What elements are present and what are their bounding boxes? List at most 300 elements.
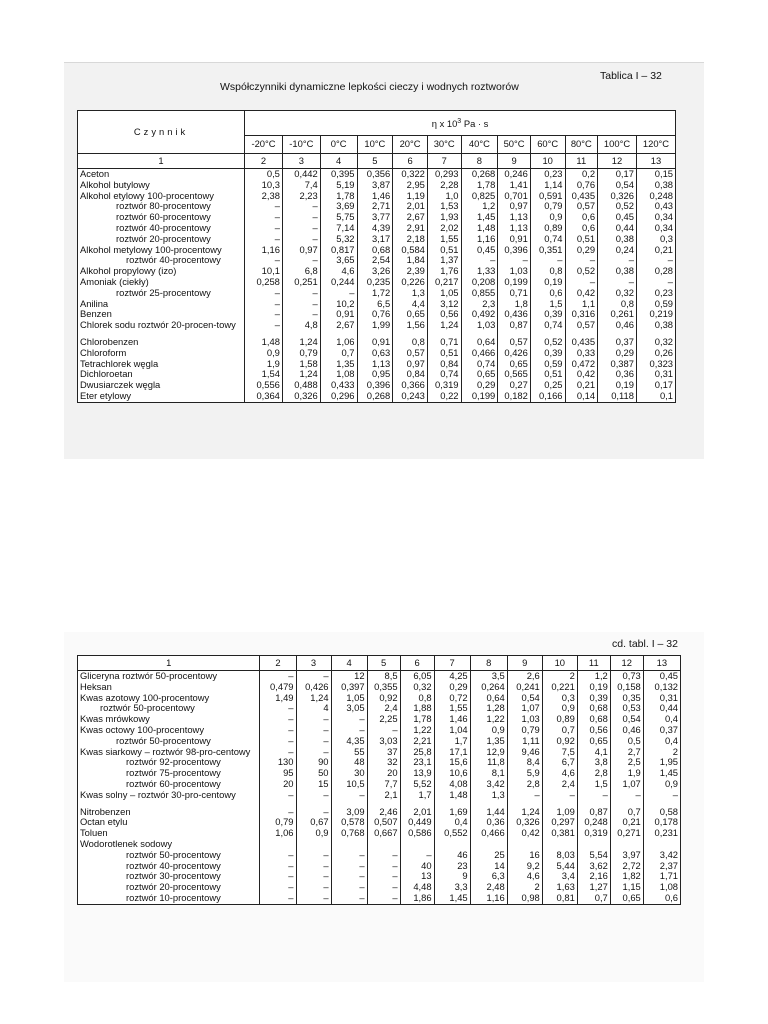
substance-name: Tetrachlorek węgla [78,359,245,370]
column-number: 10 [530,154,565,169]
temperature-header: 60°C [530,136,565,154]
viscosity-value: 0,364 [245,391,283,402]
viscosity-value: – [331,861,367,872]
viscosity-value: 0,479 [260,682,296,693]
viscosity-value: 2,1 [367,790,400,801]
viscosity-value: – [260,871,296,882]
viscosity-value: 0,42 [565,288,598,299]
viscosity-value: 0,433 [320,380,357,391]
viscosity-value: 0,556 [245,380,283,391]
viscosity-value: 0,32 [598,288,637,299]
viscosity-value: 1,33 [461,266,498,277]
viscosity-value: 3,42 [470,779,507,790]
viscosity-value: – [260,736,296,747]
table-row [78,255,676,266]
column-number: 13 [636,154,675,169]
viscosity-value: 0,326 [282,391,320,402]
viscosity-value: – [296,850,331,861]
viscosity-value: 0,95 [357,369,393,380]
viscosity-value: 1,1 [565,299,598,310]
viscosity-value: 4,4 [393,299,428,310]
viscosity-value: 0,38 [636,180,675,191]
viscosity-value [434,839,470,850]
viscosity-value: 32 [367,757,400,768]
viscosity-value: 0,79 [507,725,542,736]
substance-name: roztwór 50-procentowy [78,703,260,714]
viscosity-value [260,839,296,850]
column-number: 2 [260,656,296,671]
viscosity-value: 1,86 [400,893,434,904]
viscosity-value: – [260,703,296,714]
table-row [78,779,681,790]
viscosity-value: – [542,790,577,801]
viscosity-value: 2,8 [577,768,610,779]
viscosity-value: 0,27 [498,380,531,391]
viscosity-value: 0,32 [636,337,675,348]
viscosity-value: 1,88 [400,703,434,714]
substance-name: roztwór 40-procentowy [78,255,245,266]
viscosity-value: 25 [470,850,507,861]
viscosity-value: – [367,871,400,882]
viscosity-value: 1,0 [427,191,461,202]
substance-name: Chlorek sodu roztwór 20-procen-towy [78,320,245,331]
viscosity-value: 1,09 [542,807,577,818]
viscosity-value: 1,5 [530,299,565,310]
viscosity-value: 0,166 [530,391,565,402]
substance-name: roztwór 75-procentowy [78,768,260,779]
substance-name: Kwas azotowy 100-procentowy [78,693,260,704]
column-number: 5 [367,656,400,671]
viscosity-value: 0,855 [461,288,498,299]
viscosity-value: 14 [470,861,507,872]
viscosity-value: 0,395 [320,169,357,180]
viscosity-value: – [296,736,331,747]
viscosity-value: 0,81 [542,893,577,904]
viscosity-value: – [245,201,283,212]
viscosity-value: 1,49 [260,693,296,704]
table-row [78,714,681,725]
viscosity-value: – [245,309,283,320]
viscosity-value: – [296,871,331,882]
viscosity-value: 1,48 [461,223,498,234]
viscosity-value: 0,15 [636,169,675,180]
viscosity-value: 0,466 [461,348,498,359]
substance-name: Kwas siarkowy – roztwór 98-pro-centowy [78,747,260,758]
viscosity-value: 15 [296,779,331,790]
viscosity-value: – [530,255,565,266]
viscosity-value: 3,03 [367,736,400,747]
viscosity-value: 3,5 [470,671,507,682]
viscosity-value: 0,6 [530,288,565,299]
table-row [78,736,681,747]
viscosity-value: – [331,882,367,893]
viscosity-value: 0,251 [282,277,320,288]
viscosity-value: 1,03 [507,714,542,725]
viscosity-value: 9,46 [507,747,542,758]
viscosity-value: 0,91 [357,337,393,348]
viscosity-value: 1,14 [530,180,565,191]
viscosity-value: 0,52 [530,337,565,348]
viscosity-value: 1,9 [610,768,643,779]
viscosity-value: 1,27 [577,882,610,893]
substance-name: Alkohol propylowy (izo) [78,266,245,277]
viscosity-value: – [260,861,296,872]
viscosity-value: 0,31 [636,369,675,380]
viscosity-value: 1,24 [282,337,320,348]
viscosity-value: 1,95 [643,757,680,768]
viscosity-value: 0,29 [598,348,637,359]
viscosity-value: 1,55 [434,703,470,714]
viscosity-value: 55 [331,747,367,758]
viscosity-value [367,839,400,850]
viscosity-value: 0,426 [296,682,331,693]
viscosity-value: – [565,255,598,266]
viscosity-value: 0,65 [393,309,428,320]
viscosity-value: 0,323 [636,359,675,370]
viscosity-value: 2,71 [357,201,393,212]
viscosity-value: 3,62 [577,861,610,872]
viscosity-value: 0,21 [610,817,643,828]
viscosity-value: 4,39 [357,223,393,234]
table-row [78,180,676,191]
viscosity-value: 2,91 [393,223,428,234]
column-number: 10 [542,656,577,671]
viscosity-value: 1,71 [643,871,680,882]
table-row [78,380,676,391]
viscosity-value: 1,2 [577,671,610,682]
table-row [78,768,681,779]
table-row [78,223,676,234]
substance-name: roztwór 50-procentowy [78,736,260,747]
viscosity-value: 0,8 [530,266,565,277]
viscosity-value: 0,19 [530,277,565,288]
viscosity-value: 0,63 [357,348,393,359]
viscosity-value: – [320,288,357,299]
substance-name: roztwór 40-procentowy [78,223,245,234]
viscosity-value: 0,42 [565,369,598,380]
viscosity-value: 10,3 [245,180,283,191]
viscosity-value: 0,6 [643,893,680,904]
viscosity-value: 5,19 [320,180,357,191]
table-row [78,682,681,693]
viscosity-value: 0,326 [598,191,637,202]
viscosity-value: 2,39 [393,266,428,277]
viscosity-value: 0,57 [565,201,598,212]
viscosity-value: 0,17 [636,380,675,391]
viscosity-value: – [282,255,320,266]
viscosity-value: 1,78 [320,191,357,202]
viscosity-value: 0,51 [530,369,565,380]
viscosity-value: 3,4 [542,871,577,882]
substance-name: roztwór 60-procentowy [78,779,260,790]
viscosity-value: 0,79 [282,348,320,359]
viscosity-value: 0,87 [577,807,610,818]
column-number: 6 [393,154,428,169]
viscosity-value: 0,56 [427,309,461,320]
viscosity-table-part-2 [77,655,681,905]
table-row [78,245,676,256]
table-row [78,693,681,704]
viscosity-value: 2,67 [320,320,357,331]
viscosity-value: 1,44 [470,807,507,818]
viscosity-value: 0,67 [296,817,331,828]
viscosity-value: 0,1 [636,391,675,402]
viscosity-value: 2,4 [542,779,577,790]
viscosity-value: 0,59 [530,359,565,370]
viscosity-value: 3,05 [331,703,367,714]
viscosity-value: 1,58 [282,359,320,370]
viscosity-value: – [331,850,367,861]
table-row [78,320,676,331]
table-row [78,871,681,882]
viscosity-value: 3,69 [320,201,357,212]
substance-name: roztwór 80-procentowy [78,201,245,212]
table-row [78,369,676,380]
column-number: 12 [598,154,637,169]
viscosity-value: 0,578 [331,817,367,828]
viscosity-value: 23,1 [400,757,434,768]
viscosity-value: 1,5 [577,779,610,790]
viscosity-value: 2,95 [393,180,428,191]
viscosity-value: 5,52 [400,779,434,790]
substance-name: roztwór 40-procentowy [78,861,260,872]
viscosity-value: 1,46 [357,191,393,202]
viscosity-value: 20 [260,779,296,790]
viscosity-value: – [260,893,296,904]
header-czynnik: Czynnik [78,111,245,154]
viscosity-value: 0,97 [498,201,531,212]
viscosity-value: 2,16 [577,871,610,882]
viscosity-value: 50 [296,768,331,779]
temperature-header: -10°C [282,136,320,154]
viscosity-value: – [260,714,296,725]
viscosity-value: 0,84 [427,359,461,370]
viscosity-value: 0,34 [636,223,675,234]
viscosity-value: 0,74 [427,369,461,380]
viscosity-value: 0,76 [357,309,393,320]
viscosity-value: 0,34 [636,212,675,223]
viscosity-value: 13 [400,871,434,882]
viscosity-value: 6,05 [400,671,434,682]
viscosity-value: 20 [367,768,400,779]
viscosity-value: 0,28 [636,266,675,277]
table-row [78,309,676,320]
viscosity-value: 0,71 [427,337,461,348]
viscosity-table-part-1 [77,110,676,403]
viscosity-value: – [296,893,331,904]
viscosity-value: 1,03 [498,266,531,277]
viscosity-value: 0,426 [498,348,531,359]
header-eta-exponent: 3 [457,117,462,125]
viscosity-value: 2,4 [367,703,400,714]
viscosity-value: 0,178 [643,817,680,828]
viscosity-value: 1,48 [245,337,283,348]
viscosity-value: 1,7 [400,790,434,801]
viscosity-value: 0,584 [393,245,428,256]
viscosity-value: 0,92 [367,693,400,704]
viscosity-value: 0,64 [470,693,507,704]
viscosity-value: 10,6 [434,768,470,779]
viscosity-value: 2,5 [610,757,643,768]
viscosity-value: 0,6 [565,212,598,223]
viscosity-value: 0,45 [643,671,680,682]
column-number: 1 [78,656,260,671]
viscosity-value: 0,24 [598,245,637,256]
substance-name: Amoniak (ciekły) [78,277,245,288]
viscosity-value: 1,03 [461,320,498,331]
viscosity-value: 0,71 [498,288,531,299]
viscosity-value: 0,97 [282,245,320,256]
viscosity-value: 0,9 [643,779,680,790]
viscosity-value: 0,9 [530,212,565,223]
viscosity-value: 0,36 [598,369,637,380]
table-title: Współczynniki dynamiczne lepkości cieczy i wodnych roztworów [220,81,519,93]
viscosity-value: 0,4 [643,736,680,747]
viscosity-value: 0,25 [530,380,565,391]
viscosity-value: 6,5 [357,299,393,310]
viscosity-value: 1,99 [357,320,393,331]
viscosity-value: 0,9 [470,725,507,736]
temperature-header: 0°C [320,136,357,154]
viscosity-value: 2 [542,671,577,682]
viscosity-value: – [296,714,331,725]
substance-name: Alkohol etylowy 100-procentowy [78,191,245,202]
viscosity-value: 90 [296,757,331,768]
viscosity-value: 0,442 [282,169,320,180]
table-row [78,861,681,872]
viscosity-value: 0,3 [542,693,577,704]
substance-name: Alkohol metylowy 100-procentowy [78,245,245,256]
viscosity-value: 0,667 [367,828,400,839]
viscosity-value: – [296,807,331,818]
viscosity-value: 0,53 [610,703,643,714]
viscosity-value: 1,7 [434,736,470,747]
viscosity-value: 0,38 [636,320,675,331]
viscosity-value: 1,53 [427,201,461,212]
viscosity-value: – [636,255,675,266]
viscosity-value: 1,45 [643,768,680,779]
viscosity-value: 0,73 [610,671,643,682]
viscosity-value: 0,4 [643,714,680,725]
viscosity-value: 1,13 [357,359,393,370]
viscosity-value: 1,13 [498,212,531,223]
temperature-header: 80°C [565,136,598,154]
viscosity-value: 0,65 [577,736,610,747]
viscosity-value: 5,54 [577,850,610,861]
viscosity-value: 0,29 [434,682,470,693]
viscosity-value: 1,48 [434,790,470,801]
substance-name: Chloroform [78,348,245,359]
column-number: 8 [470,656,507,671]
viscosity-value: 0,65 [610,893,643,904]
substance-name: Gliceryna roztwór 50-procentowy [78,671,260,682]
table-row [78,266,676,277]
viscosity-value: 1,72 [357,288,393,299]
viscosity-value: – [610,790,643,801]
viscosity-value: 0,33 [565,348,598,359]
viscosity-value: 11,8 [470,757,507,768]
column-number: 1 [78,154,245,169]
viscosity-value: 0,316 [565,309,598,320]
viscosity-value: 0,825 [461,191,498,202]
viscosity-value: 1,19 [393,191,428,202]
viscosity-value: 1,06 [260,828,296,839]
viscosity-value: 0,322 [393,169,428,180]
viscosity-value: 0,19 [598,380,637,391]
viscosity-value: 1,56 [393,320,428,331]
viscosity-value: 0,7 [610,807,643,818]
viscosity-value: – [498,255,531,266]
viscosity-value: 4,1 [577,747,610,758]
viscosity-value: 0,435 [565,191,598,202]
viscosity-value: 1,11 [507,736,542,747]
viscosity-value: 0,466 [470,828,507,839]
viscosity-value: – [282,223,320,234]
viscosity-value: 0,8 [393,337,428,348]
viscosity-value: 2,01 [393,201,428,212]
viscosity-value: 4,48 [400,882,434,893]
viscosity-value: 0,89 [530,223,565,234]
viscosity-value: 6,8 [282,266,320,277]
header-eta-text: η x 10 [431,117,458,129]
viscosity-value: 1,78 [461,180,498,191]
viscosity-value: 23 [434,861,470,872]
viscosity-value: 0,5 [610,736,643,747]
viscosity-value: 0,72 [434,693,470,704]
viscosity-value: 1,45 [461,212,498,223]
viscosity-value: 2,3 [461,299,498,310]
column-number: 9 [507,656,542,671]
viscosity-value: 1,24 [282,369,320,380]
viscosity-value: 9,2 [507,861,542,872]
viscosity-value: 1,8 [498,299,531,310]
viscosity-value: 0,74 [461,359,498,370]
viscosity-value: 0,356 [357,169,393,180]
viscosity-value: 3,26 [357,266,393,277]
viscosity-value: 1,35 [470,736,507,747]
viscosity-value: 0,8 [598,299,637,310]
substance-name: Aceton [78,169,245,180]
viscosity-value: – [282,201,320,212]
viscosity-value [542,839,577,850]
viscosity-value: 0,45 [598,212,637,223]
viscosity-value: 7,7 [367,779,400,790]
substance-name: roztwór 10-procentowy [78,893,260,904]
viscosity-value: 1,24 [296,693,331,704]
viscosity-value: 6,3 [470,871,507,882]
column-number: 11 [577,656,610,671]
temperature-header: 120°C [636,136,675,154]
viscosity-value: 5,44 [542,861,577,872]
table-row [78,212,676,223]
substance-name: Toluen [78,828,260,839]
viscosity-value: 0,248 [577,817,610,828]
viscosity-value: 7,5 [542,747,577,758]
viscosity-value: – [245,288,283,299]
substance-name: Anilina [78,299,245,310]
substance-name: roztwór 50-procentowy [78,850,260,861]
viscosity-value: 5,75 [320,212,357,223]
viscosity-value: 1,84 [393,255,428,266]
viscosity-value: 0,65 [461,369,498,380]
viscosity-value: 0,44 [643,703,680,714]
viscosity-value: 16 [507,850,542,861]
viscosity-value: – [367,725,400,736]
viscosity-value: 0,57 [393,348,428,359]
viscosity-value: 48 [331,757,367,768]
viscosity-value: 0,219 [636,309,675,320]
temperature-header: 10°C [357,136,393,154]
